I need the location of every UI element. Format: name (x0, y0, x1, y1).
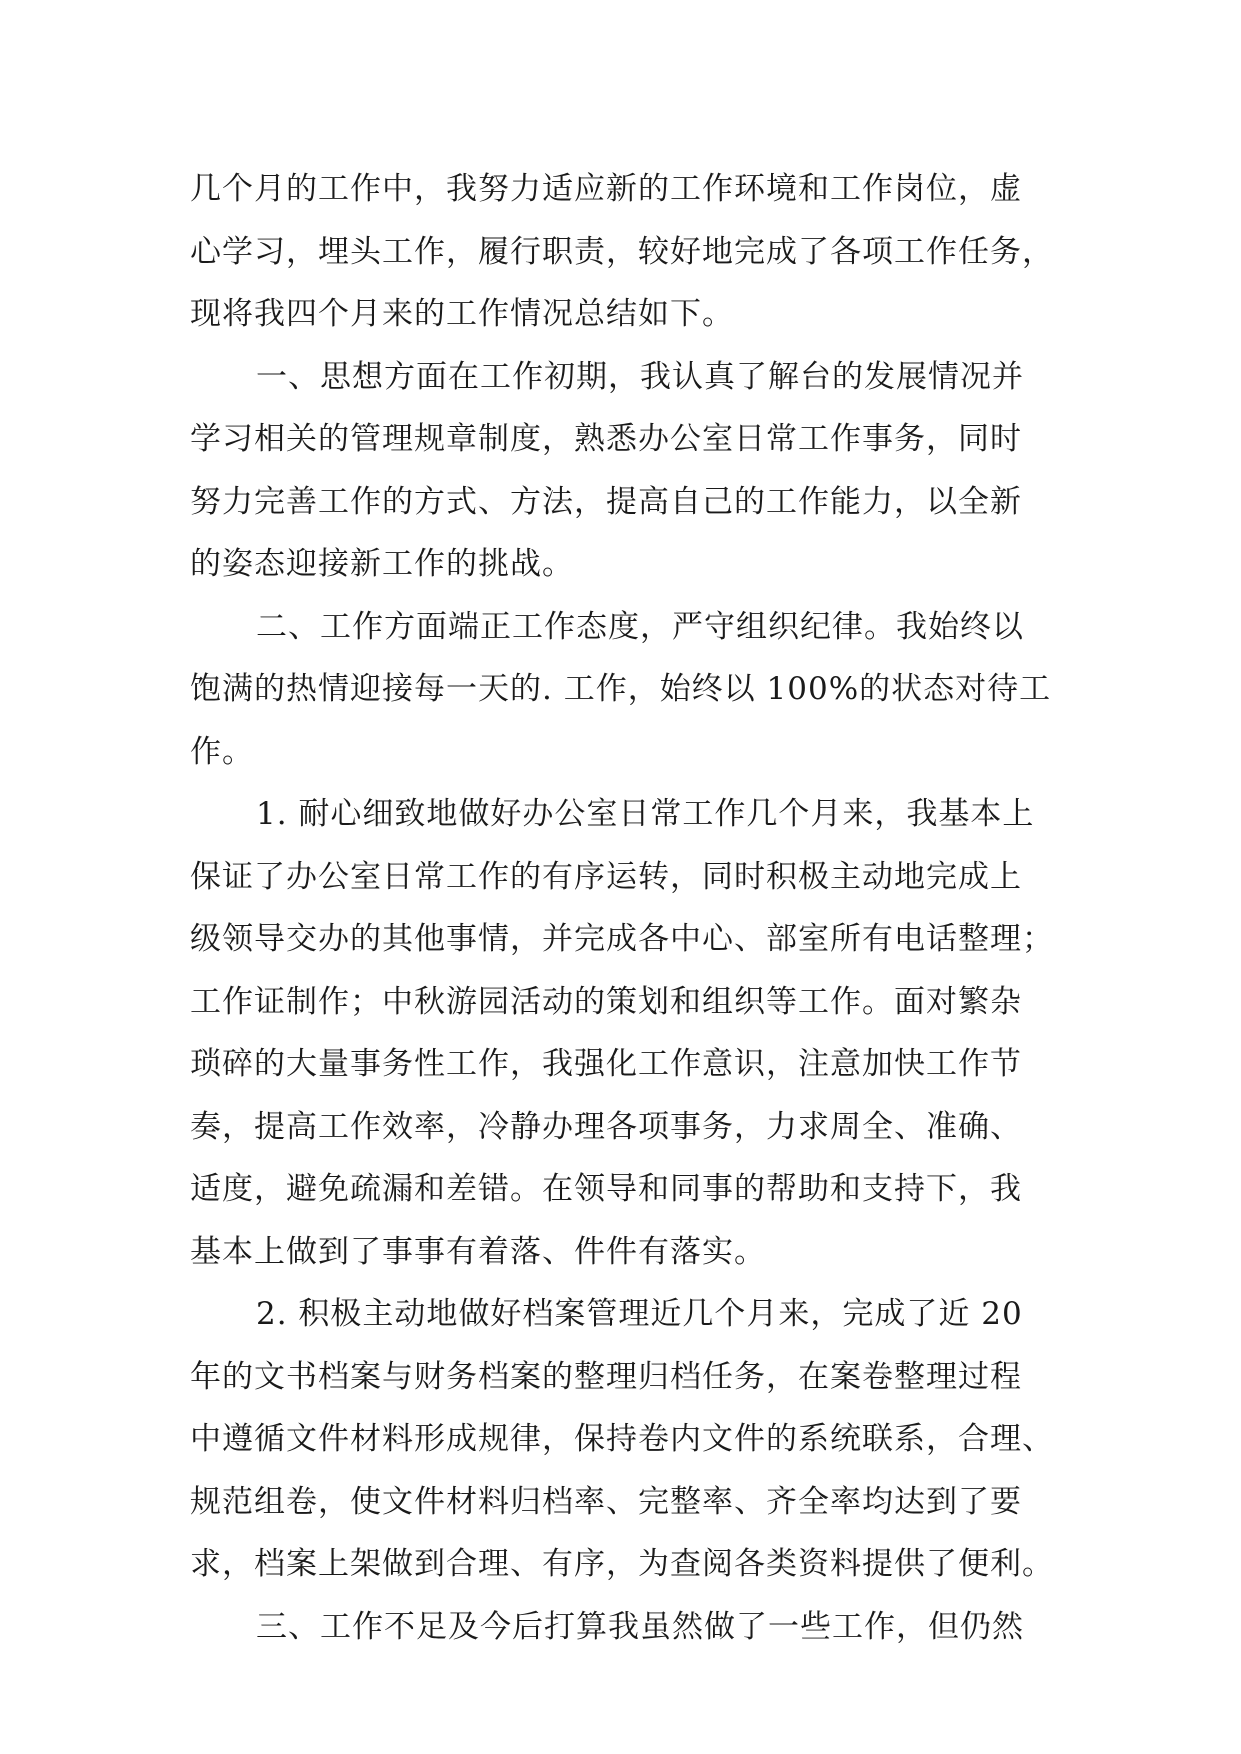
text-line: 学习相关的管理规章制度，熟悉办公室日常工作事务，同时 (190, 421, 1022, 457)
text-line: 保证了办公室日常工作的有序运转，同时积极主动地完成上 (190, 858, 1022, 895)
text-line: 规范组卷，使文件材料归档率、完整率、齐全率均达到了要 (190, 1483, 1022, 1520)
text-line: 现将我四个月来的工作情况总结如下。 (190, 296, 734, 332)
text-line: 中遵循文件材料形成规律，保持卷内文件的系统联系，合理、 (190, 1421, 1054, 1457)
text-line: 级领导交办的其他事情，并完成各中心、部室所有电话整理； (190, 921, 1054, 957)
text-line: 一、思想方面在工作初期，我认真了解台的发展情况并 (256, 358, 1024, 395)
text-line: 1. 耐心细致地做好办公室日常工作几个月来，我基本上 (256, 796, 1035, 832)
text-line: 几个月的工作中，我努力适应新的工作环境和工作岗位，虚 (190, 171, 1022, 207)
text-line: 心学习，埋头工作，履行职责，较好地完成了各项工作任务， (190, 233, 1054, 270)
text-line: 努力完善工作的方式、方法，提高自己的工作能力，以全新 (190, 483, 1022, 520)
document-body (190, 158, 1070, 1658)
text-line: 求，档案上架做到合理、有序，为查阅各类资料提供了便利。 (190, 1546, 1054, 1582)
paragraph (190, 1596, 1070, 1659)
text-line: 琐碎的大量事务性工作，我强化工作意识，注意加快工作节 (190, 1046, 1022, 1082)
text-line: 适度，避免疏漏和差错。在领导和同事的帮助和支持下，我 (190, 1171, 1022, 1207)
text-line: 基本上做到了事事有着落、件件有落实。 (190, 1233, 766, 1270)
paragraph (190, 596, 1070, 784)
paragraph (190, 1283, 1070, 1596)
paragraph (190, 783, 1070, 1283)
text-line: 二、工作方面端正工作态度，严守组织纪律。我始终以 (256, 608, 1024, 645)
text-line: 工作证制作；中秋游园活动的策划和组织等工作。面对繁杂 (190, 983, 1022, 1020)
text-line: 奏，提高工作效率，冷静办理各项事务，力求周全、准确、 (190, 1108, 1022, 1145)
paragraph (190, 158, 1070, 346)
text-line: 作。 (190, 733, 254, 770)
text-line: 年的文书档案与财务档案的整理归档任务，在案卷整理过程 (190, 1358, 1022, 1395)
paragraph (190, 346, 1070, 596)
text-line: 的姿态迎接新工作的挑战。 (190, 546, 574, 582)
text-line: 饱满的热情迎接每一天的. 工作，始终以 100%的状态对待工 (190, 671, 1052, 707)
text-line: 2. 积极主动地做好档案管理近几个月来，完成了近 20 (256, 1296, 1023, 1332)
text-line: 三、工作不足及今后打算我虽然做了一些工作，但仍然 (256, 1608, 1024, 1645)
